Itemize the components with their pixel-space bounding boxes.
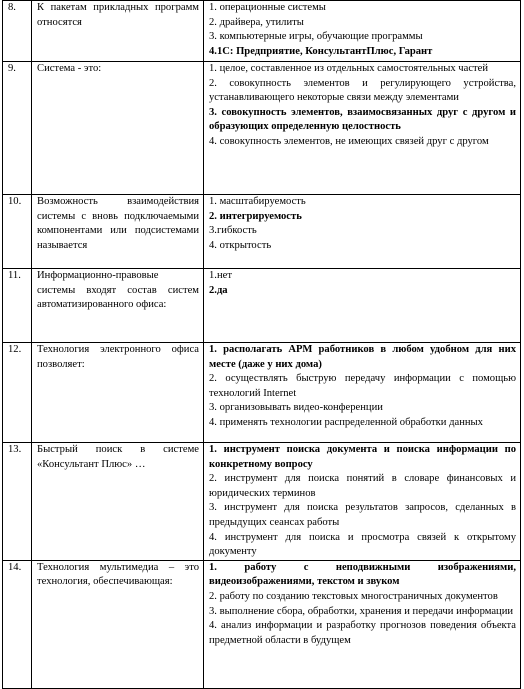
answer-option: 4. открытость	[209, 239, 272, 251]
questions-table	[2, 0, 521, 689]
correct-answer-option: 4.1С: Предприятие, КонсультантПлюс, Гарант	[209, 45, 433, 57]
answer-option: 1. масштабируемость	[209, 196, 306, 207]
correct-answer-option: 2. интегрируемость	[209, 210, 302, 222]
answer-option: 3. компьютерные игры, обучающие программы	[209, 31, 423, 43]
answer-option: 1. операционные системы	[209, 2, 326, 13]
answer-option: 2. осуществлять быструю передачу информации с помощью технологий Internet	[209, 373, 516, 399]
question-text: Возможность взаимодействия системы с вновь подключаемыми компонентами или подсистемами называется	[32, 195, 204, 269]
answer-option: 4. применять технологии распределенной обработки данных	[209, 416, 483, 428]
answer-options	[204, 269, 521, 343]
answer-option: 3.гибкость	[209, 225, 257, 237]
answer-option: 3. инструмент для поиска результатов запросов, сделанных в предыдущих сеансах работы	[209, 502, 516, 528]
answer-option: 3. организовывать видео-конференции	[209, 402, 383, 414]
answer-option: 4. инструмент для поиска и просмотра связей к открытому документу	[209, 531, 516, 558]
answer-options	[204, 343, 521, 443]
answer-options	[204, 560, 521, 688]
answer-option: 1. целое, составленное из отдельных самостоятельных частей	[209, 63, 489, 74]
question-text: Быстрый поиск в системе «Консультант Плюс» …	[32, 443, 204, 561]
question-row	[3, 269, 521, 343]
answer-option: 4. анализ информации и разработку прогнозов поведения объекта предметной области в будущем	[209, 620, 516, 646]
question-number: 12.	[3, 343, 32, 443]
question-text: Информационно-правовые системы входят состав систем автоматизированного офиса:	[32, 269, 204, 343]
question-number: 13.	[3, 443, 32, 561]
answer-options	[204, 62, 521, 195]
answer-option: 2. драйвера, утилиты	[209, 16, 304, 28]
answer-options	[204, 443, 521, 561]
question-row	[3, 1, 521, 62]
question-number: 11.	[3, 269, 32, 343]
question-text: Технология электронного офиса позволяет:	[32, 343, 204, 443]
answer-option: 1.нет	[209, 270, 232, 281]
question-number: 14.	[3, 560, 32, 688]
question-number: 10.	[3, 195, 32, 269]
question-text: Система - это:	[32, 62, 204, 195]
answer-option: 2. совокупность элементов и регулирующего устройства, устанавливающего некоторые связи между элементами	[209, 77, 516, 104]
question-row	[3, 343, 521, 443]
answer-option: 3. выполнение сбора, обработки, хранения и передачи информации	[209, 605, 514, 617]
answer-options	[204, 1, 521, 62]
question-text: Технология мультимедиа – это технология, обеспечивающая:	[32, 560, 204, 688]
question-number: 9.	[3, 62, 32, 195]
questions-table-body	[3, 1, 521, 689]
correct-answer-option: 1. располагать АРМ работников в любом удобном для них месте (даже у них дома)	[209, 344, 516, 370]
question-number: 8.	[3, 1, 32, 62]
question-text: К пакетам прикладных программ относятся	[32, 1, 204, 62]
correct-answer-option: 2.да	[209, 284, 228, 296]
answer-option: 2. работу по созданию текстовых многостраничных документов	[209, 590, 498, 602]
answer-option: 4. совокупность элементов, не имеющих связей друг с другом	[209, 135, 489, 147]
question-row	[3, 62, 521, 195]
answer-options	[204, 195, 521, 269]
question-row	[3, 560, 521, 688]
correct-answer-option: 1. инструмент поиска документа и поиска информации по конкретному вопросу	[209, 444, 516, 470]
correct-answer-option: 1. работу с неподвижными изображениями, видеоизображениями, текстом и звуком	[209, 561, 516, 588]
answer-option: 2. инструмент для поиска понятий в словаре финансовых и юридических терминов	[209, 473, 516, 499]
correct-answer-option: 3. совокупность элементов, взаимосвязанных друг с другом и образующих определенную целостность	[209, 106, 516, 133]
question-row	[3, 195, 521, 269]
question-row	[3, 443, 521, 561]
